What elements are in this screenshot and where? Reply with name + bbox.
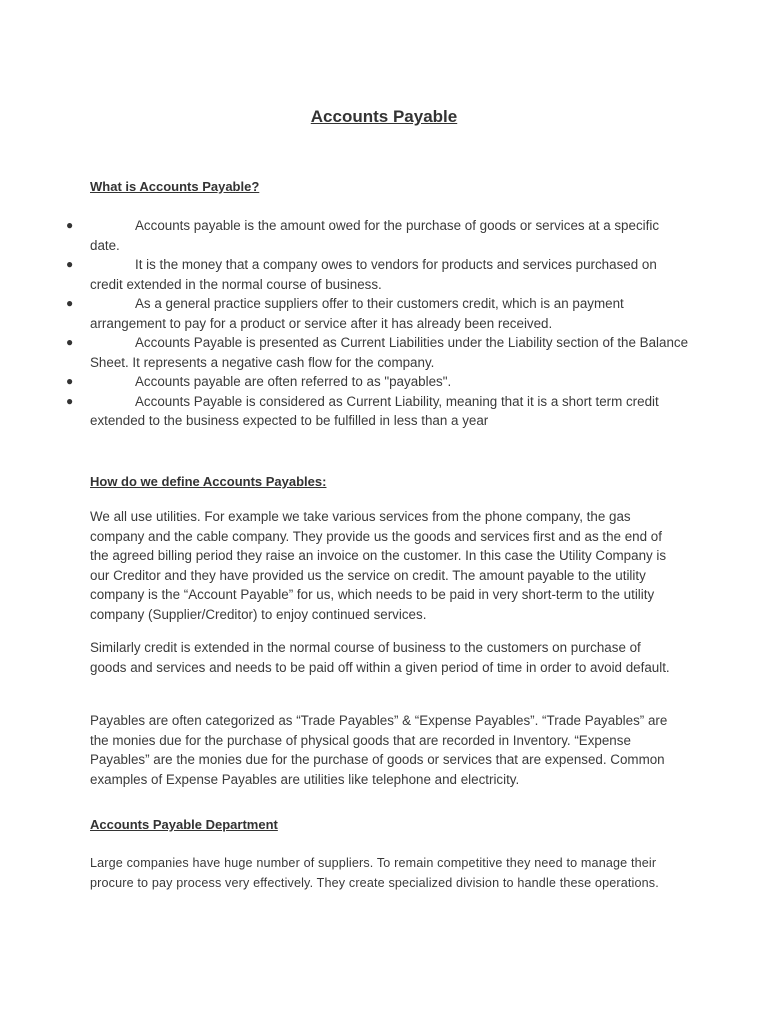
definition-bullet-list <box>66 216 690 431</box>
bullet-item <box>66 333 690 372</box>
bullet-icon: ● <box>66 374 74 388</box>
bullet-text: As a general practice suppliers offer to their customers credit, which is an payment arrangement to pay for a product or service after it has already been received. <box>90 296 624 331</box>
paragraph-credit: Similarly credit is extended in the normal course of business to the customers on purchase of goods and services and needs to be paid off within a given period of time in order to avoid default. <box>90 640 670 675</box>
bullet-text: Accounts Payable is presented as Current Liabilities under the Liability section of the Balance Sheet. It represents a negative cash flow for the company. <box>90 335 689 370</box>
paragraph-department: Large companies have huge number of suppliers. To remain competitive they need to manage their procure to pay process very effectively. They create specialized division to handle these operations. <box>90 856 659 890</box>
bullet-text: Accounts payable is the amount owed for the purchase of goods or services at a specific date. <box>90 218 660 253</box>
paragraph-utilities: We all use utilities. For example we take various services from the phone company, the gas company and the cable company. They provide us the goods and services first and as the end of the agreed billing period they raise an invoice on the customer. In this case the Utility Company is our Creditor and they have provided us the service on credit. The amount payable to the utility company is the “Account Payable” for us, which needs to be paid in very short-term to the utility company (Supplier/Creditor) to enjoy continued services. <box>90 509 667 622</box>
section-heading-department: Accounts Payable Department <box>90 817 278 832</box>
bullet-item <box>66 255 690 294</box>
bullet-icon: ● <box>66 335 74 349</box>
bullet-item <box>66 372 690 392</box>
bullet-icon: ● <box>66 218 74 232</box>
bullet-text: Accounts payable are often referred to as "payables". <box>135 374 452 389</box>
section-heading-what-is: What is Accounts Payable? <box>90 179 260 194</box>
bullet-item <box>66 294 690 333</box>
paragraph-categories: Payables are often categorized as “Trade Payables” & “Expense Payables”. “Trade Payables” are the monies due for the purchase of physical goods that are recorded in Inventory. “Expense Payables” are the monies due for the purchase of goods or services that are expensed. Common examples of Expense Payables are utilities like telephone and electricity. <box>90 713 668 787</box>
bullet-item <box>66 216 690 255</box>
bullet-text: It is the money that a company owes to vendors for products and services purchased on credit extended in the normal course of business. <box>90 257 657 292</box>
bullet-text: Accounts Payable is considered as Current Liability, meaning that it is a short term credit extended to the business expected to be fulfilled in less than a year <box>90 393 659 428</box>
document-title: Accounts Payable <box>310 107 458 126</box>
bullet-icon: ● <box>66 296 74 310</box>
section-heading-define: How do we define Accounts Payables: <box>90 474 327 489</box>
bullet-icon: ● <box>66 257 74 271</box>
bullet-item <box>66 392 690 431</box>
bullet-icon: ● <box>66 393 74 408</box>
